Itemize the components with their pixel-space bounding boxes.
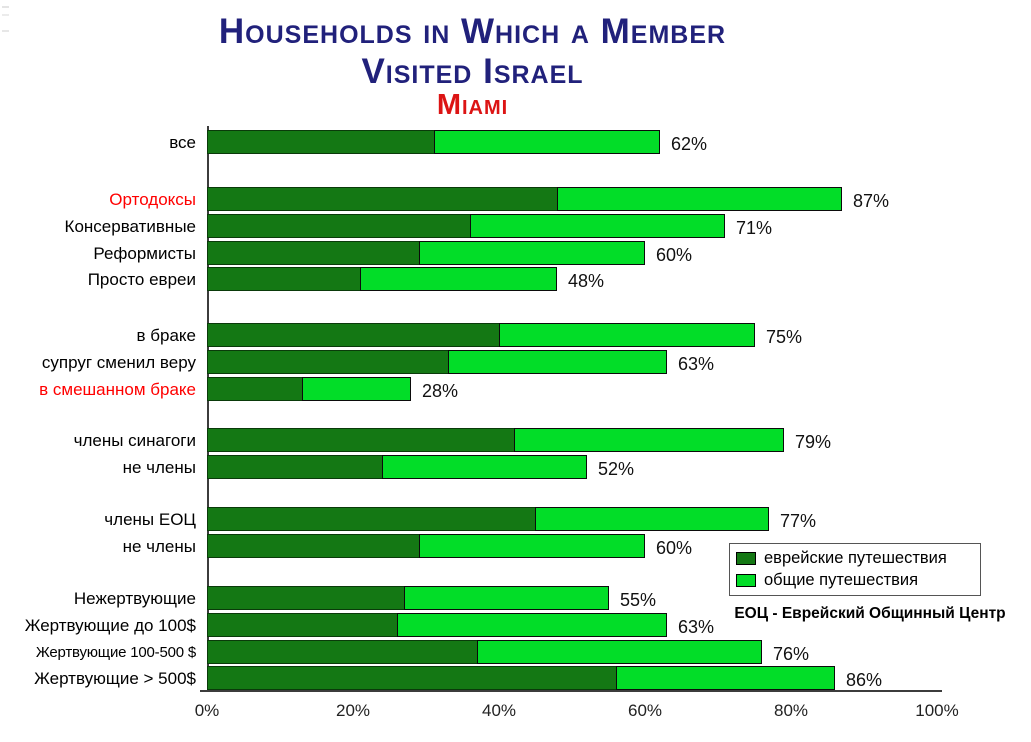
bar-segment-general-trips (448, 350, 667, 374)
bar-total-52 (207, 455, 587, 479)
bar-value-label: 75% (766, 327, 803, 347)
bar-value-label: 28% (422, 380, 459, 401)
bar-total-55 (207, 586, 609, 610)
bar-segment-general-trips (419, 534, 645, 558)
bar-segment-general-trips (477, 640, 762, 664)
x-tick-label: 100% (915, 701, 959, 720)
category-label: Жертвующие до 100$ (24, 615, 196, 635)
bar-total-60 (207, 534, 645, 558)
category-label: супруг сменил веру (41, 352, 196, 372)
bar-segment-general-trips (470, 214, 725, 238)
legend-swatch-icon (736, 574, 756, 587)
bar-value-label: 63% (678, 353, 715, 374)
bar-total-71 (207, 214, 725, 238)
bar-segment-general-trips (397, 613, 667, 637)
bar-total-79 (207, 428, 784, 452)
category-label: Консервативные (64, 216, 196, 236)
category-label: Просто евреи (87, 270, 196, 290)
category-label: члены синагоги (73, 431, 196, 450)
category-label: члены ЕОЦ (104, 510, 196, 529)
bar-total-87 (207, 187, 842, 211)
bar-value-label: 63% (678, 616, 715, 637)
x-tick-label: 0% (194, 701, 220, 720)
bar-segment-general-trips (434, 130, 661, 154)
bar-value-label: 55% (620, 590, 657, 610)
bar-value-label: 86% (846, 670, 883, 691)
bar-total-28 (207, 377, 411, 401)
chart-subtitle: Miami (436, 89, 509, 121)
bar-value-label: 62% (671, 134, 708, 154)
chart-title (0, 12, 945, 120)
bar-segment-general-trips (514, 428, 784, 452)
category-label: Реформисты (93, 243, 196, 263)
category-label: не члены (122, 536, 196, 556)
bar-segment-general-trips (535, 507, 769, 531)
bar-total-48 (207, 267, 557, 291)
bar-value-label: 60% (656, 537, 693, 558)
bar-total-75 (207, 323, 755, 347)
x-tick-label: 40% (481, 701, 517, 720)
legend-entry (736, 571, 974, 590)
category-label: Нежертвующие (73, 589, 196, 608)
bar-segment-general-trips (616, 666, 835, 690)
bar-total-86 (207, 666, 835, 690)
x-tick-label: 80% (773, 701, 809, 720)
bar-total-63 (207, 350, 667, 374)
category-label: в браке (136, 326, 196, 345)
bar-value-label: 52% (598, 458, 635, 479)
bar-segment-general-trips (360, 267, 557, 291)
bar-value-label: 48% (568, 271, 605, 292)
bar-segment-general-trips (302, 377, 411, 401)
bar-total-62 (207, 130, 660, 154)
category-label: Ортодоксы (109, 190, 196, 209)
bar-value-label: 71% (736, 217, 773, 238)
bar-value-label: 79% (795, 432, 832, 452)
category-label: не члены (122, 457, 196, 477)
legend-entry (736, 549, 974, 568)
bar-value-label: 60% (656, 244, 693, 265)
category-label: в смешанном браке (39, 379, 196, 399)
bar-total-63 (207, 613, 667, 637)
bar-value-label: 76% (773, 643, 810, 664)
chart-title-line1: Households in Which a Member (218, 12, 727, 51)
bar-value-label: 77% (780, 511, 817, 531)
category-label: Жертвующие > 500$ (34, 669, 196, 689)
legend-note: ЕОЦ - Еврейский Общинный Центр (734, 605, 1006, 622)
bar-value-label: 87% (853, 191, 890, 211)
x-tick-label: 20% (335, 701, 371, 720)
x-tick-label: 60% (627, 701, 663, 720)
bar-total-77 (207, 507, 769, 531)
bar-segment-general-trips (382, 455, 587, 479)
category-label: Жертвующие 100-500 $ (35, 643, 196, 661)
legend-label: еврейские путешествия (764, 549, 947, 567)
bar-segment-general-trips (404, 586, 609, 610)
bar-segment-general-trips (419, 241, 645, 265)
legend (729, 543, 981, 596)
legend-swatch-icon (736, 552, 756, 565)
bar-segment-general-trips (557, 187, 842, 211)
bar-total-76 (207, 640, 762, 664)
chart-title-line2: Visited Israel (361, 52, 584, 91)
bar-total-60 (207, 241, 645, 265)
legend-label: общие путешествия (764, 571, 919, 589)
bar-segment-general-trips (499, 323, 755, 347)
category-label: все (169, 133, 196, 152)
